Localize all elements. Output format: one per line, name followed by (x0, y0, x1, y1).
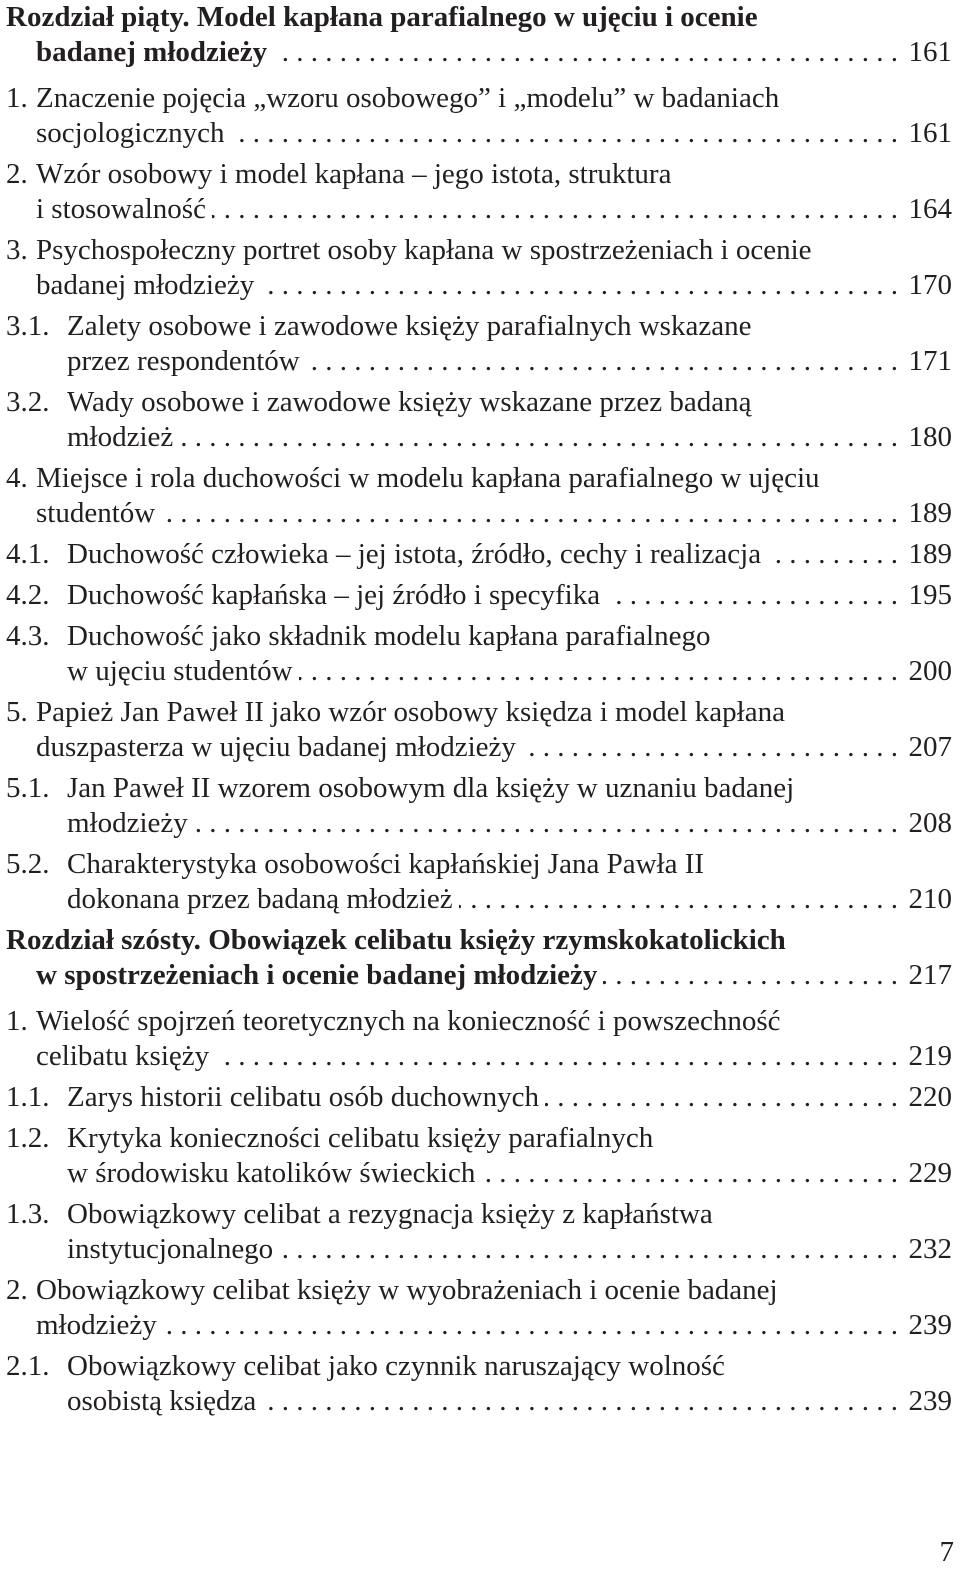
toc-entry-last-line (67, 882, 952, 917)
toc-entry-first-line: Wzór osobowy i model kapłana – jego istota, struktura (36, 158, 672, 190)
dot-leader (459, 882, 898, 917)
toc-page-number: 219 (908, 1040, 952, 1072)
toc-entry-title: studentów (36, 497, 156, 529)
toc-page-number: 180 (908, 421, 952, 453)
toc-entry-title: osobistą księdza (67, 1385, 257, 1417)
toc-entry-number: 5. (6, 696, 28, 728)
toc-entry (6, 385, 952, 455)
toc-page-number: 232 (908, 1233, 952, 1265)
toc-entry-number: 1. (6, 1005, 28, 1037)
toc-chapter-entry (6, 923, 952, 993)
toc-entry-first-line: Psychospołeczny portret osoby kapłana w spostrzeżeniach i ocenie (36, 234, 812, 266)
toc-entry-last-line (67, 344, 952, 379)
toc-entry (6, 81, 952, 151)
toc-entry-first-line: Duchowość jako składnik modelu kapłana parafialnego (67, 620, 711, 652)
dot-leader (163, 1308, 898, 1343)
toc-entry-title: młodzież (67, 421, 174, 453)
dot-leader (279, 1232, 898, 1267)
dot-leader (606, 578, 898, 613)
toc-page-number: 161 (908, 117, 952, 149)
toc-entry (6, 578, 952, 613)
page-number: 7 (939, 1536, 954, 1568)
toc-entry-title: młodzieży (67, 807, 188, 839)
toc-entry-title: przez respondentów (67, 345, 300, 377)
toc-entry-number: 4. (6, 462, 28, 494)
toc-entry-number: 5.1. (6, 772, 50, 804)
toc-chapter-label: Rozdział szósty. (6, 924, 201, 956)
dot-leader (522, 730, 898, 765)
toc-entry-title: w środowisku katolików świeckich (67, 1157, 476, 1189)
toc-entry (6, 771, 952, 841)
toc-entry-number: 1.1. (6, 1081, 50, 1113)
toc-entry-last-line (67, 537, 952, 572)
toc-entry-last-line (36, 268, 952, 303)
toc-page-number: 217 (908, 959, 952, 991)
toc-page-number: 164 (908, 193, 952, 225)
toc-entry-title: badanej młodzieży (36, 269, 255, 301)
toc-entry-title: Zarys historii celibatu osób duchownych (67, 1081, 539, 1113)
dot-leader (306, 344, 898, 379)
toc-page-number: 170 (908, 269, 952, 301)
toc-entry-first-line: Zalety osobowe i zawodowe księży parafialnych wskazane (67, 310, 752, 342)
toc-entry-last-line (67, 654, 952, 689)
toc-page-number: 189 (908, 538, 952, 570)
dot-leader (194, 806, 898, 841)
toc-chapter-title-cont: w spostrzeżeniach i ocenie badanej młodzieży (36, 959, 598, 991)
toc-entry-title: socjologicznych (36, 117, 225, 149)
toc-entry-title: Duchowość człowieka – jej istota, źródło, cechy i realizacja (67, 538, 762, 570)
toc-entry (6, 1197, 952, 1267)
toc-entry-first-line: Wady osobowe i zawodowe księży wskazane przez badaną (67, 386, 752, 418)
toc-entry-first-line (6, 0, 952, 35)
dot-leader (179, 420, 898, 455)
toc-entry (6, 1273, 952, 1343)
toc-chapter-title: Obowiązek celibatu księży rzymskokatolickich (208, 924, 786, 956)
toc-entry (6, 233, 952, 303)
dot-leader (161, 496, 898, 531)
dot-leader (603, 958, 898, 993)
toc-entry-number: 1.2. (6, 1122, 50, 1154)
dot-leader (212, 192, 898, 227)
dot-leader (767, 537, 898, 572)
toc-entry-title: Duchowość kapłańska – jej źródło i specyfika (67, 579, 601, 611)
toc-entry-title: celibatu księży (36, 1040, 210, 1072)
toc-entry-first-line (6, 923, 952, 958)
toc-entry-last-line (67, 1156, 952, 1191)
toc-entry (6, 1004, 952, 1074)
toc-page-number: 171 (908, 345, 952, 377)
toc-entry (6, 537, 952, 572)
toc-entry-first-line: Charakterystyka osobowości kapłańskiej Jana Pawła II (67, 848, 705, 880)
toc-entry-last-line (67, 1080, 952, 1115)
toc-entry-last-line (6, 958, 952, 993)
toc-chapter-label: Rozdział piąty. (6, 1, 190, 33)
toc-entry-number: 2. (6, 1274, 28, 1306)
toc-entry-number: 3. (6, 234, 28, 266)
toc-entry-number: 3.1. (6, 310, 50, 342)
toc-entry-last-line (36, 1039, 952, 1074)
toc-page-number: 161 (908, 36, 952, 68)
toc-entry-number: 2. (6, 158, 28, 190)
toc-page-number: 189 (908, 497, 952, 529)
toc-entry-title: młodzieży (36, 1309, 157, 1341)
toc-entry-number: 3.2. (6, 386, 50, 418)
toc-entry (6, 1080, 952, 1115)
toc-entry-first-line: Jan Paweł II wzorem osobowym dla księży w uznaniu badanej (67, 772, 795, 804)
toc-entry-first-line: Miejsce i rola duchowości w modelu kapłana parafialnego w ujęciu (36, 462, 820, 494)
toc-entry (6, 695, 952, 765)
toc-entry-number: 4.3. (6, 620, 50, 652)
toc-entry (6, 1349, 952, 1419)
toc-entry-title: dokonana przez badaną młodzież (67, 883, 453, 915)
dot-leader (481, 1156, 898, 1191)
toc-entry-last-line (36, 1308, 952, 1343)
dot-leader (273, 35, 898, 70)
toc-entry (6, 461, 952, 531)
toc-page-number: 229 (908, 1157, 952, 1189)
toc-entry-last-line (36, 730, 952, 765)
table-of-contents (6, 0, 952, 1425)
toc-chapter-title: Model kapłana parafialnego w ujęciu i ocenie (196, 1, 758, 33)
dot-leader (215, 1039, 898, 1074)
toc-page-number: 210 (908, 883, 952, 915)
toc-page-number: 200 (908, 655, 952, 687)
toc-entry-last-line (36, 116, 952, 151)
toc-entry-number: 2.1. (6, 1350, 50, 1382)
toc-entry (6, 847, 952, 917)
toc-entry-first-line: Obowiązkowy celibat a rezygnacja księży z kapłaństwa (67, 1198, 713, 1230)
toc-entry-last-line (67, 578, 952, 613)
toc-entry-last-line (67, 806, 952, 841)
toc-entry-title: i stosowalność (36, 193, 206, 225)
toc-page-number: 195 (908, 579, 952, 611)
toc-entry-last-line (6, 35, 952, 70)
toc-entry-first-line: Krytyka konieczności celibatu księży parafialnych (67, 1122, 654, 1154)
dot-leader (230, 116, 898, 151)
toc-page-number: 239 (908, 1385, 952, 1417)
toc-page-number: 220 (908, 1081, 952, 1113)
toc-entry-last-line (36, 192, 952, 227)
toc-entry-last-line (67, 1232, 952, 1267)
toc-entry (6, 309, 952, 379)
toc-page-number: 208 (908, 807, 952, 839)
toc-entry (6, 619, 952, 689)
toc-entry-first-line: Znaczenie pojęcia „wzoru osobowego” i „modelu” w badaniach (36, 82, 780, 114)
toc-page-number: 239 (908, 1309, 952, 1341)
toc-entry-last-line (67, 420, 952, 455)
dot-leader (260, 268, 898, 303)
toc-entry-first-line: Obowiązkowy celibat księży w wyobrażeniach i ocenie badanej (36, 1274, 778, 1306)
toc-entry-number: 1.3. (6, 1198, 50, 1230)
toc-chapter-title-cont: badanej młodzieży (36, 36, 268, 68)
toc-entry-title: duszpasterza w ujęciu badanej młodzieży (36, 731, 516, 763)
toc-entry-first-line: Papież Jan Paweł II jako wzór osobowy księdza i model kapłana (36, 696, 785, 728)
toc-entry-title: w ujęciu studentów (67, 655, 293, 687)
toc-page-number: 207 (908, 731, 952, 763)
toc-entry-last-line (36, 496, 952, 531)
toc-entry (6, 1121, 952, 1191)
toc-chapter-entry (6, 0, 952, 70)
toc-entry-title: instytucjonalnego (67, 1233, 274, 1265)
toc-entry-number: 4.1. (6, 538, 50, 570)
toc-entry-number: 1. (6, 82, 28, 114)
toc-entry-number: 4.2. (6, 579, 50, 611)
dot-leader (299, 654, 898, 689)
toc-entry-first-line: Obowiązkowy celibat jako czynnik naruszający wolność (67, 1350, 725, 1382)
toc-entry (6, 157, 952, 227)
toc-entry-last-line (67, 1384, 952, 1419)
dot-leader (262, 1384, 898, 1419)
toc-entry-number: 5.2. (6, 848, 50, 880)
toc-entry-first-line: Wielość spojrzeń teoretycznych na konieczność i powszechność (36, 1005, 781, 1037)
dot-leader (545, 1080, 898, 1115)
